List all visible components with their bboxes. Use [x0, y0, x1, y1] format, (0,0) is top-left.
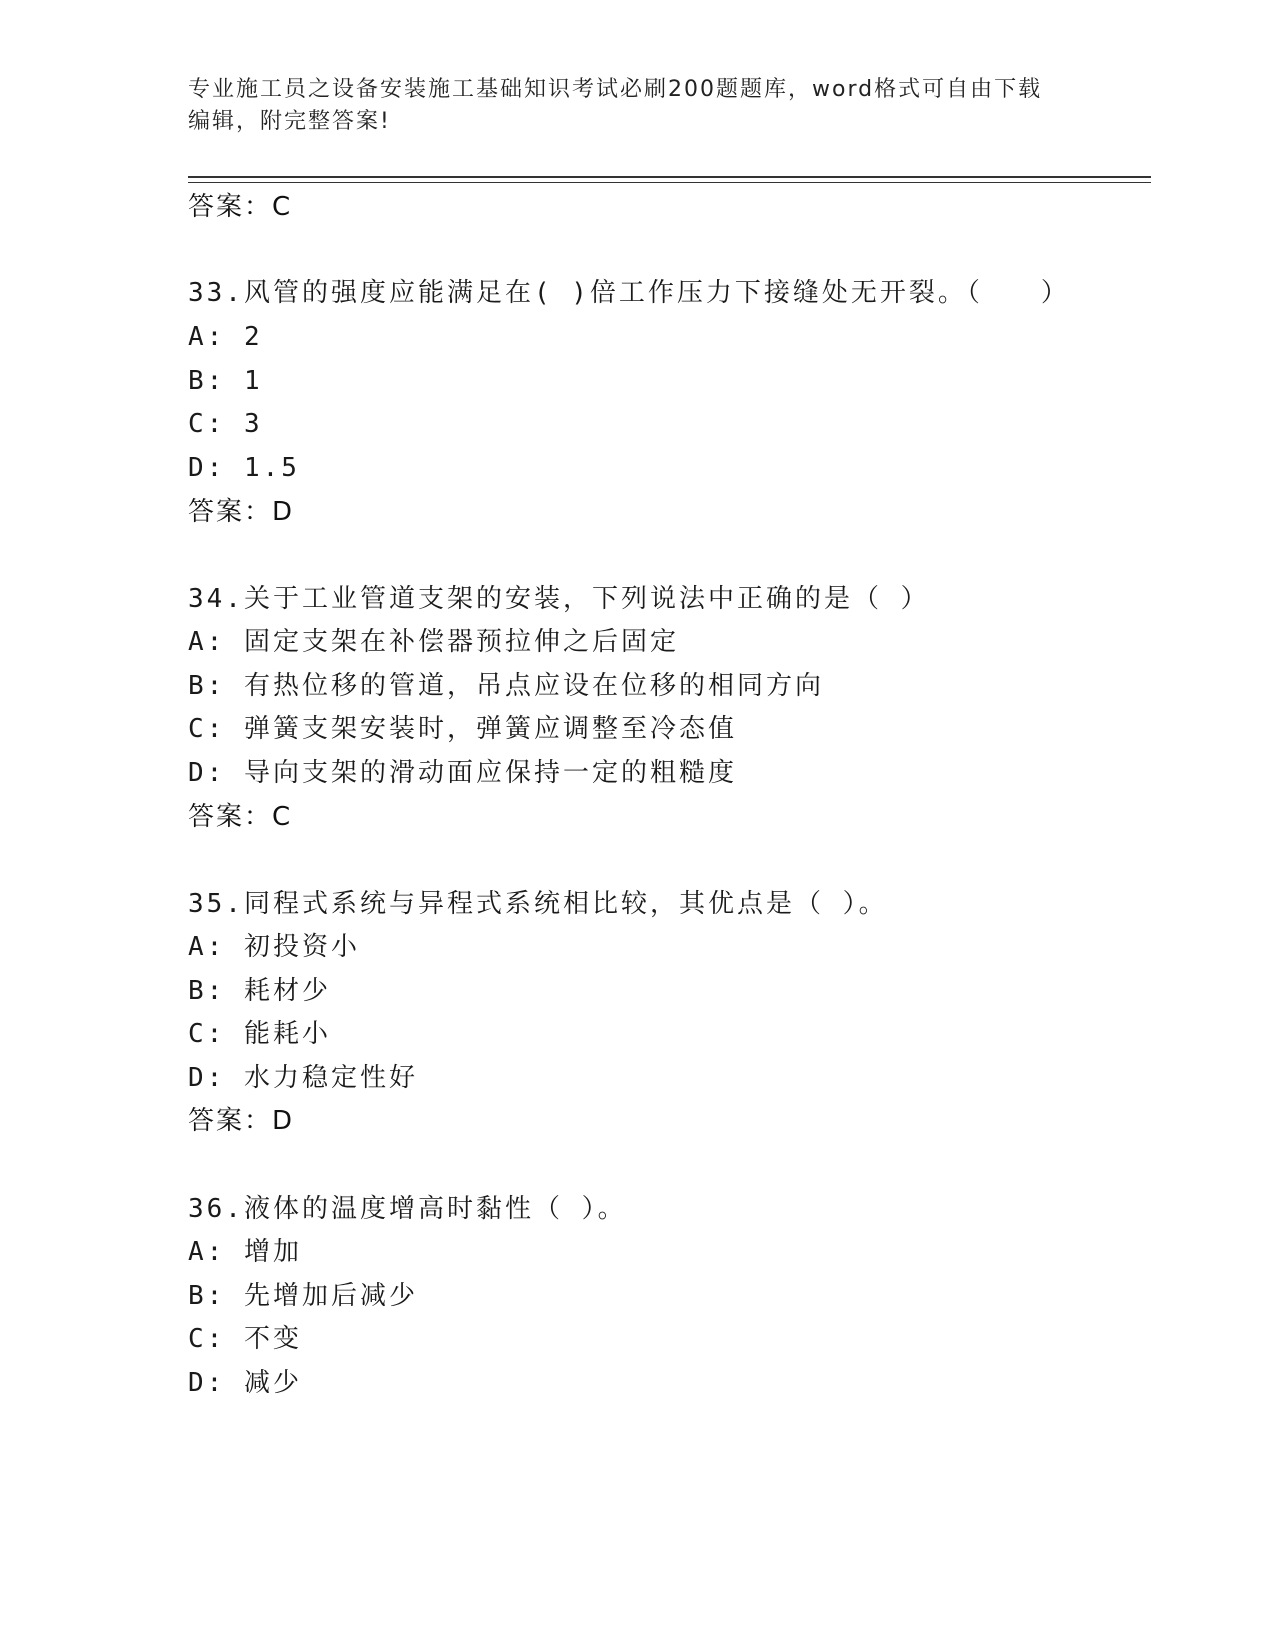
header-divider-thick — [188, 176, 1151, 178]
option-b: B: 1 — [188, 366, 263, 396]
answer-line: 答案：D — [188, 497, 295, 527]
option-b: B: 耗材少 — [188, 976, 331, 1006]
option-b: B: 有热位移的管道，吊点应设在位移的相同方向 — [188, 671, 824, 701]
option-a: A: 初投资小 — [188, 932, 360, 962]
answer-line: 答案：C — [188, 192, 293, 222]
option-c: C: 3 — [188, 409, 263, 439]
option-b: B: 先增加后减少 — [188, 1281, 418, 1311]
answer-line: 答案：D — [188, 1106, 295, 1136]
option-a: A: 增加 — [188, 1237, 302, 1267]
question-stem: 35.同程式系统与异程式系统相比较，其优点是（ ）。 — [188, 889, 888, 919]
option-c: C: 弹簧支架安装时，弹簧应调整至冷态值 — [188, 714, 737, 744]
option-d: D: 1.5 — [188, 453, 300, 483]
option-a: A: 固定支架在补偿器预拉伸之后固定 — [188, 627, 679, 657]
header-line-2: 编辑，附完整答案! — [188, 109, 391, 134]
option-d: D: 导向支架的滑动面应保持一定的粗糙度 — [188, 758, 737, 788]
option-d: D: 减少 — [188, 1368, 302, 1398]
header-line-1: 专业施工员之设备安装施工基础知识考试必刷200题题库，word格式可自由下载 — [188, 77, 1043, 102]
question-stem: 36.液体的温度增高时黏性（ ）。 — [188, 1194, 627, 1224]
option-c: C: 不变 — [188, 1324, 302, 1354]
document-header — [188, 74, 1088, 138]
option-d: D: 水力稳定性好 — [188, 1063, 418, 1093]
header-divider-thin — [188, 182, 1151, 183]
option-c: C: 能耗小 — [188, 1019, 331, 1049]
question-stem: 34.关于工业管道支架的安装，下列说法中正确的是（ ） — [188, 584, 930, 614]
question-stem: 33.风管的强度应能满足在( )倍工作压力下接缝处无开裂。（ ） — [188, 278, 1070, 308]
option-a: A: 2 — [188, 322, 263, 352]
answer-line: 答案：C — [188, 802, 293, 832]
